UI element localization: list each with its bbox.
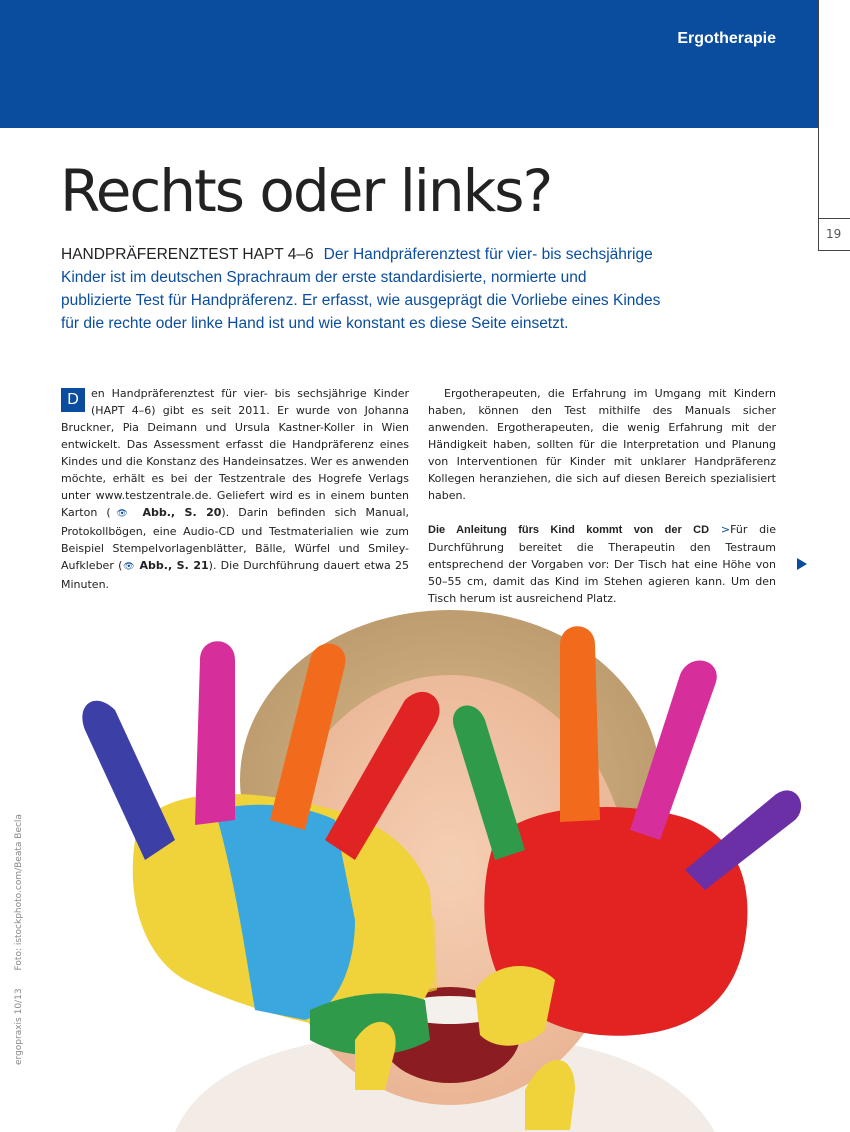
column2-text: Für die Durchführung bereitet die Therapeutin den Testraum entsprechend der Vorgaben vor: Der Tisch hat eine Höhe von 50–55 cm, damit das Kind im Stehen agieren kann. Um den Tisch herum ist ausreichend Platz. [428, 523, 776, 605]
figure-ref-1[interactable]: Abb., S. 20 [142, 506, 222, 519]
page-number: 19 [826, 227, 842, 241]
column1-text-b: ). Darin befinden sich Manual, Protokollbögen, eine Audio-CD und Testmaterialien wie zum Beispiel Stempelvorlagenblätter, Bälle, Würfel und Smiley-Aufkleber ( [61, 506, 409, 572]
article-kicker: HANDPRÄFERENZTEST HAPT 4–6 [61, 246, 314, 263]
body-column-2 [428, 385, 776, 607]
dropcap: D [61, 388, 85, 412]
eye-icon: 👁 [110, 509, 134, 519]
article-title: Rechts oder links? [60, 157, 552, 225]
column1-text-a: en Handpräferenztest für vier- bis sechsjährige Kinder (HAPT 4–6) gibt es seit 2011. Er wurde von Johanna Bruckner, Pia Deimann und Ursula Kastner-Koller in Wien entwickelt. Das Assessment erfasst die Handpräferenz eines Kindes und die Konstanz des Handeinsatzes. Wer es anwenden möchte, erhält es bei der Testzentrale des Hogrefe Verlags unter www.testzentrale.de. Geliefert wird es in einem bunten Karton ( [61, 387, 409, 519]
journal-issue: ergopraxis 10/13 [14, 988, 24, 1065]
article-lead [61, 243, 661, 335]
play-arrow-icon [797, 558, 807, 570]
side-credit [14, 814, 24, 1065]
column1-text-c: ). Die Durchführung dauert etwa 25 Minuten. [61, 559, 410, 591]
page-number-rule-top [818, 218, 850, 219]
page-number-rule-bottom [818, 250, 850, 251]
photo-credit: Foto: istockphoto.com/Beata Becla [14, 814, 24, 971]
section-label: Ergotherapie [677, 30, 776, 47]
eye-icon: 👁 [122, 562, 136, 572]
column1-paragraph [61, 385, 409, 593]
margin-rule [818, 0, 819, 250]
header-bar [0, 0, 818, 128]
subhead-marker: > [720, 523, 731, 536]
child-hands-photo [55, 590, 825, 1132]
body-column-1 [61, 385, 409, 593]
lead-text: Der Handpräferenztest für vier- bis sechsjährige Kinder ist im deutschen Sprachraum der erste standardisierte, normierte und publizierte Test für Handpräferenz. Er erfasst, wie ausgeprägt die Vorliebe eines Kindes für die rechte oder linke Hand ist und wie konstant es diese Seite einsetzt. [61, 246, 661, 332]
column2-paragraph-1: Ergotherapeuten, die Erfahrung im Umgang mit Kindern haben, können den Test mithilfe des Manuals sicher anwenden. Ergotherapeuten, die wenig Erfahrung mit der Händigkeit haben, sollten für die Interpretation und Planung von Interventionen für Kinder mit unklarer Handpräferenz Kollegen heranziehen, die sich auf diesen Bereich spezialisiert haben. [428, 387, 776, 502]
figure-ref-2[interactable]: Abb., S. 21 [139, 559, 209, 572]
subheading: Die Anleitung fürs Kind kommt von der CD [428, 524, 710, 536]
